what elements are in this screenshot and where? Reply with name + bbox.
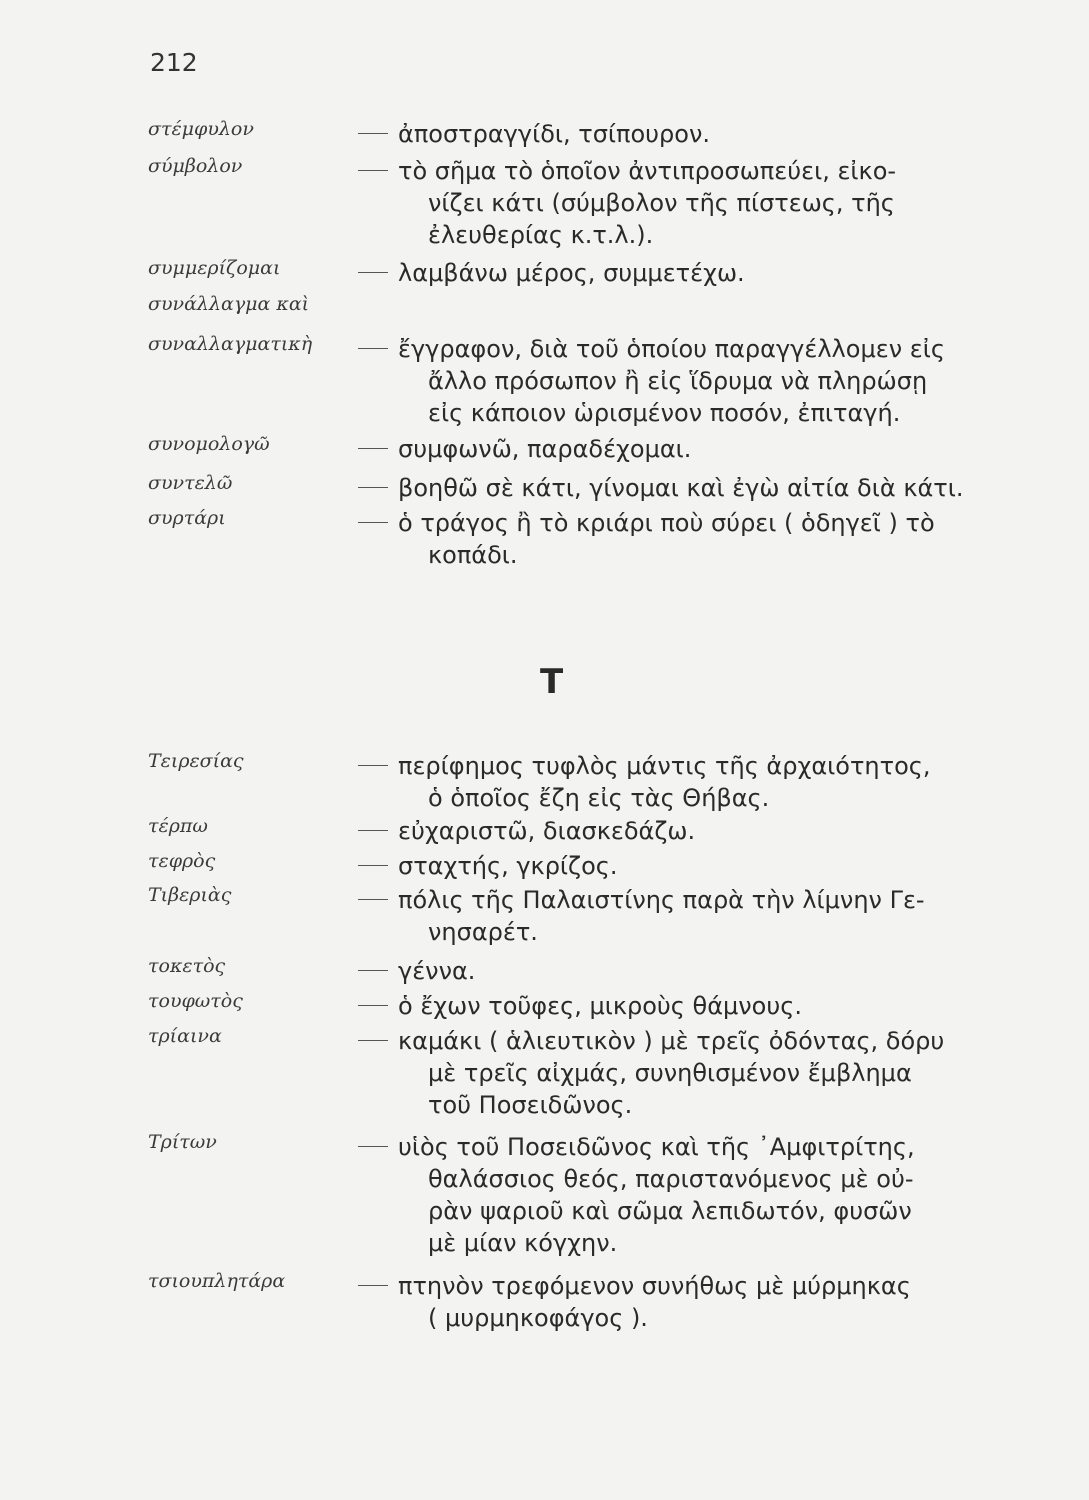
entry-definition — [398, 955, 998, 987]
definition-line: ἄλλο πρόσωπον ἢ εἰς ἵδρυμα νὰ πληρώσῃ — [428, 367, 928, 395]
definition-line: πτηνὸν τρεφόμενον συνήθως μὲ μύρμηκας — [398, 1272, 911, 1300]
entry-term: συνομολογῶ — [148, 433, 270, 455]
entry-term: τοκετὸς — [148, 955, 226, 977]
definition-line: σταχτής, γκρίζος. — [398, 852, 618, 880]
entry-definition — [398, 155, 998, 251]
entry-definition — [398, 507, 998, 571]
entry-term: συναλλαγματικὴ — [148, 333, 313, 355]
entry-dash — [358, 272, 388, 273]
entry-term: σύμβολον — [148, 155, 243, 177]
entry-term: συμμερίζομαι — [148, 257, 281, 279]
entry-dash — [358, 1040, 388, 1041]
entry-term: συνάλλαγμα καὶ — [148, 293, 310, 315]
definition-line: πόλις τῆς Παλαιστίνης παρὰ τὴν λίμνην Γε- — [398, 886, 925, 914]
definition-line: ἐλευθερίας κ.τ.λ.). — [428, 221, 654, 249]
entry-dash — [358, 1146, 388, 1147]
definition-line: εἰς κάποιον ὡρισμένον ποσόν, ἐπιταγή. — [428, 399, 901, 427]
entry-term: Τιβεριὰς — [148, 884, 232, 906]
entry-dash — [358, 170, 388, 171]
entry-dash — [358, 522, 388, 523]
entry-definition — [398, 1025, 998, 1121]
definition-line: θαλάσσιος θεός, παριστανόμενος μὲ οὐ- — [428, 1165, 914, 1193]
entry-definition — [398, 884, 998, 948]
entry-dash — [358, 487, 388, 488]
entry-definition — [398, 333, 998, 429]
definition-line: ἀποστραγγίδι, τσίπουρον. — [398, 120, 711, 148]
definition-line: τὸ σῆμα τὸ ὁποῖον ἀντιπροσωπεύει, εἰκο- — [398, 157, 897, 185]
entry-dash — [358, 899, 388, 900]
entry-term: Τρίτων — [148, 1131, 217, 1153]
entry-term: συρτάρι — [148, 507, 226, 529]
entry-term: τέρπω — [148, 815, 208, 837]
definition-line: νησαρέτ. — [428, 918, 538, 946]
entry-definition — [398, 118, 998, 150]
entry-dash — [358, 830, 388, 831]
definition-line: γέννα. — [398, 957, 476, 985]
definition-line: ὁ τράγος ἢ τὸ κριάρι ποὺ σύρει ( ὁδηγεῖ ) τὸ — [398, 509, 935, 537]
entry-dash — [358, 133, 388, 134]
definition-line: ὁ ὁποῖος ἔζη εἰς τὰς Θήβας. — [428, 784, 770, 812]
entry-definition — [398, 1270, 998, 1334]
entry-definition — [398, 1131, 998, 1259]
definition-line: κοπάδι. — [428, 541, 518, 569]
entry-term: τρίαινα — [148, 1025, 222, 1047]
entry-definition — [398, 850, 998, 882]
definition-line: περίφημος τυφλὸς μάντις τῆς ἀρχαιότητος, — [398, 752, 931, 780]
entry-dash — [358, 970, 388, 971]
entry-definition — [398, 472, 998, 504]
entry-dash — [358, 765, 388, 766]
entry-dash — [358, 348, 388, 349]
entry-term: στέμφυλον — [148, 118, 254, 140]
entry-term: τσιουπλητάρα — [148, 1270, 286, 1292]
definition-line: ρὰν ψαριοῦ καὶ σῶμα λεπιδωτόν, φυσῶν — [428, 1197, 912, 1225]
entry-definition — [398, 990, 998, 1022]
definition-line: βοηθῶ σὲ κάτι, γίνομαι καὶ ἐγὼ αἰτία διὰ κάτι. — [398, 474, 964, 502]
definition-line: εὐχαριστῶ, διασκεδάζω. — [398, 817, 696, 845]
definition-line: ἔγγραφον, διὰ τοῦ ὁποίου παραγγέλλομεν εἰς — [398, 335, 945, 363]
entry-term: Τειρεσίας — [148, 750, 244, 772]
section-letter: Τ — [540, 662, 564, 702]
entry-dash — [358, 1005, 388, 1006]
entry-dash — [358, 865, 388, 866]
definition-line: συμφωνῶ, παραδέχομαι. — [398, 435, 692, 463]
entry-definition — [398, 750, 998, 814]
entry-definition — [398, 815, 998, 847]
entry-definition — [398, 257, 998, 289]
definition-line: μὲ μίαν κόγχην. — [428, 1229, 618, 1257]
definition-line: ( μυρμηκοφάγος ). — [428, 1304, 648, 1332]
definition-line: λαμβάνω μέρος, συμμετέχω. — [398, 259, 745, 287]
entry-term: τεφρὸς — [148, 850, 216, 872]
entry-definition — [398, 433, 998, 465]
definition-line: μὲ τρεῖς αἰχμάς, συνηθισμένον ἔμβλημα — [428, 1059, 912, 1087]
entry-dash — [358, 1285, 388, 1286]
entry-dash — [358, 448, 388, 449]
definition-line: καμάκι ( ἁλιευτικὸν ) μὲ τρεῖς ὀδόντας, δόρυ — [398, 1027, 945, 1055]
definition-line: τοῦ Ποσειδῶνος. — [428, 1091, 633, 1119]
entry-term: συντελῶ — [148, 472, 233, 494]
definition-line: νίζει κάτι (σύμβολον τῆς πίστεως, τῆς — [428, 189, 895, 217]
definition-line: υἱὸς τοῦ Ποσειδῶνος καὶ τῆς ᾿Αμφιτρίτης, — [398, 1133, 915, 1161]
entry-term: τουφωτὸς — [148, 990, 243, 1012]
definition-line: ὁ ἔχων τοῦφες, μικροὺς θάμνους. — [398, 992, 802, 1020]
page-number: 212 — [150, 48, 198, 77]
